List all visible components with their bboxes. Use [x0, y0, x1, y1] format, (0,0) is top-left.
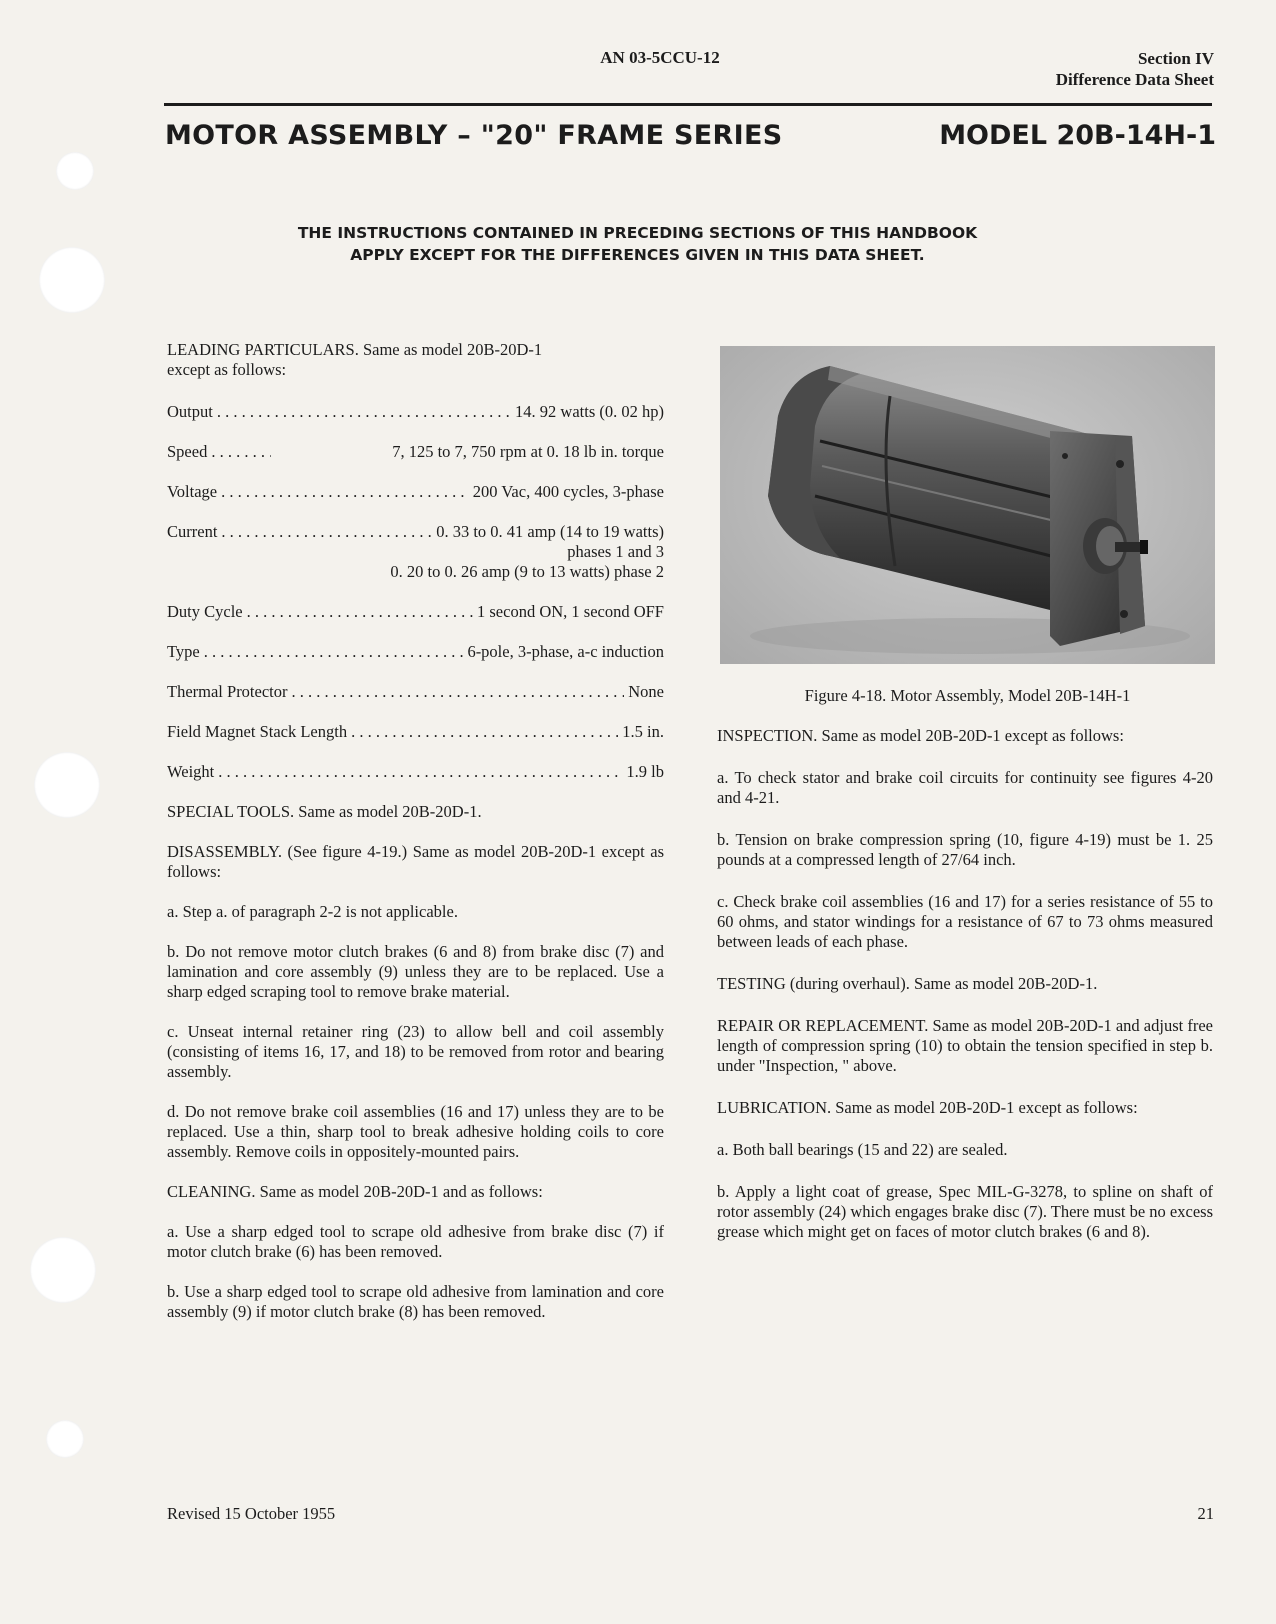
- leading-intro: except as follows:: [167, 360, 287, 379]
- notice-line: APPLY EXCEPT FOR THE DIFFERENCES GIVEN IN THIS DATA SHEET.: [350, 246, 925, 264]
- disassembly-step-d: d. Do not remove brake coil assemblies (16 and 17) unless they are to be replaced. Use a thin, sharp tool to break adhesive holding coils to core assembly. Remove coils in oppositely-mounted pairs.: [167, 1102, 664, 1161]
- spec-value: 14. 92 watts (0. 02 hp): [515, 402, 664, 421]
- lubrication-step-b: b. Apply a light coat of grease, Spec MIL-G-3278, to spline on shaft of rotor assembly (24) which engages brake disc (7). There must be no excess grease which might get on faces of motor clutch brakes (6 and 8).: [717, 1182, 1213, 1241]
- spec-value: 200 Vac, 400 cycles, 3-phase: [472, 482, 664, 501]
- spec-label: Voltage: [167, 482, 218, 501]
- leader-dots: [221, 482, 469, 502]
- spec-label: Output: [167, 402, 213, 421]
- special-tools-paragraph: SPECIAL TOOLS. Same as model 20B-20D-1.: [167, 802, 482, 821]
- binder-hole: [30, 1237, 96, 1303]
- section-sublabel: Difference Data Sheet: [1055, 70, 1214, 89]
- motor-illustration: [720, 346, 1215, 664]
- notice-line: THE INSTRUCTIONS CONTAINED IN PRECEDING SECTIONS OF THIS HANDBOOK: [297, 224, 978, 242]
- spec-value: 0. 33 to 0. 41 amp (14 to 19 watts): [436, 522, 664, 541]
- revision-date: Revised 15 October 1955: [167, 1504, 336, 1523]
- lubrication-step-a: a. Both ball bearings (15 and 22) are sealed.: [717, 1140, 1008, 1159]
- spec-row-thermal: [167, 682, 664, 702]
- spec-row-current: [167, 522, 664, 542]
- binder-hole: [56, 152, 94, 190]
- motor-assembly-photo: [720, 346, 1215, 664]
- leader-dots: [351, 722, 618, 742]
- document-number: AN 03-5CCU-12: [600, 48, 720, 67]
- leader-dots: [218, 762, 622, 782]
- binder-hole: [34, 752, 100, 818]
- lubrication-intro: LUBRICATION. Same as model 20B-20D-1 except as follows:: [717, 1098, 1138, 1117]
- inspection-step-b: b. Tension on brake compression spring (10, figure 4-19) must be 1. 25 pounds at a compressed length of 27/64 inch.: [717, 830, 1213, 869]
- model-title: MODEL 20B-14H-1: [939, 120, 1216, 151]
- repair-paragraph: REPAIR OR REPLACEMENT. Same as model 20B-20D-1 and adjust free length of compression spring (10) to obtain the tension specified in step b. under "Inspection, " above.: [717, 1016, 1213, 1075]
- spec-value: 1.9 lb: [626, 762, 664, 781]
- spec-label: Thermal Protector: [167, 682, 288, 701]
- leader-dots: [292, 682, 625, 702]
- spec-label: Type: [167, 642, 200, 661]
- section-label: Section IV: [1137, 49, 1214, 68]
- inspection-intro: INSPECTION. Same as model 20B-20D-1 except as follows:: [717, 726, 1124, 745]
- spec-value: 7, 125 to 7, 750 rpm at 0. 18 lb in. torque: [392, 442, 664, 461]
- spec-value: 1 second ON, 1 second OFF: [477, 602, 664, 621]
- leader-dots: [211, 442, 271, 462]
- spec-row-duty: [167, 602, 664, 622]
- spec-value: 0. 20 to 0. 26 amp (9 to 13 watts) phase 2: [390, 562, 664, 581]
- spec-label: Duty Cycle: [167, 602, 243, 621]
- left-column: [167, 340, 664, 1322]
- spec-row-output: [167, 402, 664, 422]
- leading-intro: LEADING PARTICULARS. Same as model 20B-20D-1: [167, 340, 543, 359]
- spec-row-type: [167, 642, 664, 662]
- disassembly-step-a: a. Step a. of paragraph 2-2 is not applicable.: [167, 902, 458, 921]
- spec-label: Field Magnet Stack Length: [167, 722, 348, 741]
- testing-paragraph: TESTING (during overhaul). Same as model 20B-20D-1.: [717, 974, 1098, 993]
- spec-label: Weight: [167, 762, 215, 781]
- notice: [200, 222, 1075, 266]
- spec-value: 1.5 in.: [622, 722, 664, 741]
- spec-label: Speed: [167, 442, 208, 461]
- inspection-step-c: c. Check brake coil assemblies (16 and 17) for a series resistance of 55 to 60 ohms, and stator windings for a resistance of 67 to 73 ohms measured between leads of each phase.: [717, 892, 1213, 951]
- cleaning-intro: CLEANING. Same as model 20B-20D-1 and as follows:: [167, 1182, 543, 1201]
- disassembly-step-c: c. Unseat internal retainer ring (23) to allow bell and coil assembly (consisting of items 16, 17, and 18) to be removed from rotor and bearing assembly.: [167, 1022, 664, 1081]
- disassembly-intro: DISASSEMBLY. (See figure 4-19.) Same as model 20B-20D-1 except as follows:: [167, 842, 664, 881]
- spec-value: 6-pole, 3-phase, a-c induction: [467, 642, 664, 661]
- page-title: MOTOR ASSEMBLY – "20" FRAME SERIES: [165, 120, 783, 151]
- header-rule: [164, 103, 1212, 106]
- leader-dots: [217, 402, 511, 422]
- binder-hole: [39, 247, 105, 313]
- inspection-step-a: a. To check stator and brake coil circuits for continuity see figures 4-20 and 4-21.: [717, 768, 1213, 807]
- spec-row-speed: [167, 442, 664, 462]
- disassembly-step-b: b. Do not remove motor clutch brakes (6 and 8) from brake disc (7) and lamination and core assembly (9) unless they are to be replaced. Use a sharp edged scraping tool to remove brake material.: [167, 942, 664, 1001]
- spec-row-weight: [167, 762, 664, 782]
- page-number: 21: [1197, 1504, 1214, 1523]
- leader-dots: [221, 522, 432, 542]
- spec-row-voltage: [167, 482, 664, 502]
- figure-caption: Figure 4-18. Motor Assembly, Model 20B-14H-1: [804, 686, 1131, 705]
- spec-label: Current: [167, 522, 218, 541]
- binder-hole: [46, 1420, 84, 1458]
- spec-row-stack: [167, 722, 664, 742]
- spec-value: None: [628, 682, 664, 701]
- leader-dots: [247, 602, 473, 622]
- right-column: [717, 726, 1213, 1242]
- spec-value: phases 1 and 3: [567, 542, 664, 561]
- cleaning-step-b: b. Use a sharp edged tool to scrape old adhesive from lamination and core assembly (9) if motor clutch brake (8) has been removed.: [167, 1282, 664, 1321]
- cleaning-step-a: a. Use a sharp edged tool to scrape old adhesive from brake disc (7) if motor clutch brake (6) has been removed.: [167, 1222, 664, 1261]
- section-heading: [1056, 48, 1214, 90]
- leader-dots: [204, 642, 464, 662]
